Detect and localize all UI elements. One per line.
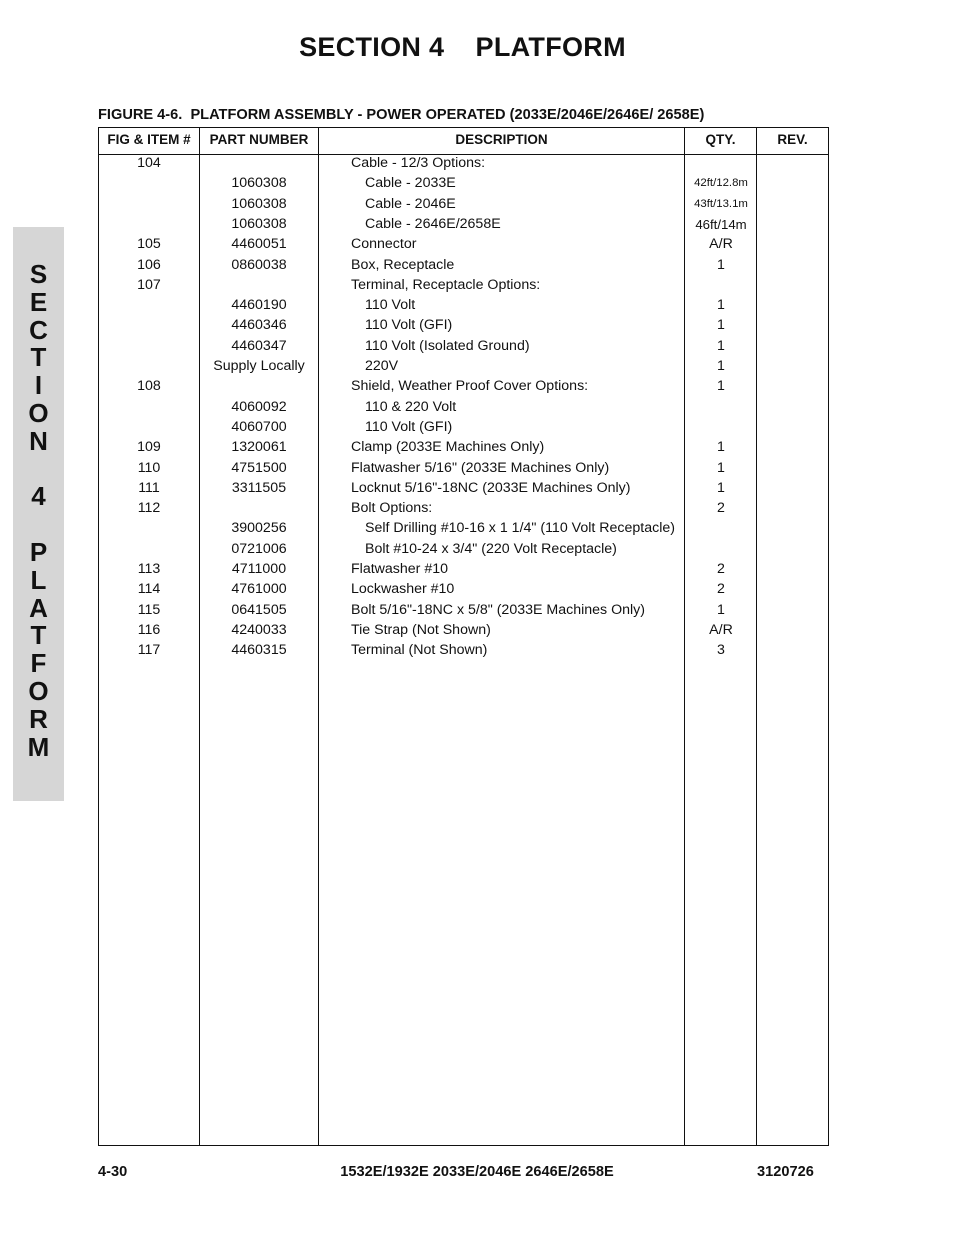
cell-part-number: 0641505 bbox=[231, 601, 287, 618]
table-row bbox=[99, 216, 828, 236]
cell-part-number: 4060092 bbox=[231, 398, 287, 415]
cell-quantity: 2 bbox=[717, 581, 725, 598]
table-row bbox=[99, 439, 828, 459]
table-row bbox=[99, 622, 828, 642]
table-row bbox=[99, 480, 828, 500]
table-row bbox=[99, 520, 828, 540]
cell-description: Connector bbox=[351, 236, 417, 253]
cell-item-number: 113 bbox=[137, 561, 161, 577]
cell-quantity: 3 bbox=[717, 642, 725, 659]
cell-part-number: 1060308 bbox=[231, 215, 287, 232]
cell-quantity: 46ft/14m bbox=[695, 216, 747, 232]
cell-description: 110 & 220 Volt bbox=[365, 398, 457, 415]
cell-quantity: 1 bbox=[717, 358, 725, 374]
cell-part-number: 1320061 bbox=[231, 439, 287, 456]
cell-part-number: 1060308 bbox=[231, 175, 287, 192]
table-row bbox=[99, 257, 828, 277]
table-row bbox=[99, 500, 828, 520]
cell-item-number: 111 bbox=[138, 479, 160, 496]
cell-quantity: 1 bbox=[717, 337, 725, 354]
cell-description: Flatwasher 5/16" (2033E Machines Only) bbox=[351, 459, 610, 476]
cell-description: 110 Volt (GFI) bbox=[365, 418, 453, 435]
cell-description: Terminal (Not Shown) bbox=[351, 642, 488, 659]
side-tab-label: S E C T I O N 4 P L A T F O R M bbox=[27, 259, 50, 762]
cell-description: Locknut 5/16"-18NC (2033E Machines Only) bbox=[351, 479, 631, 496]
cell-item-number: 108 bbox=[137, 378, 161, 395]
cell-description: Cable - 12/3 Options: bbox=[351, 155, 486, 171]
cell-part-number: 4711000 bbox=[231, 561, 287, 577]
header-part-number: PART NUMBER bbox=[209, 132, 309, 147]
cell-description: Clamp (2033E Machines Only) bbox=[351, 439, 545, 456]
cell-description: Shield, Weather Proof Cover Options: bbox=[351, 378, 589, 395]
footer-models: 1532E/1932E 2033E/2046E 2646E/2658E bbox=[340, 1164, 614, 1180]
table-row bbox=[99, 378, 828, 398]
section-side-tab bbox=[13, 227, 64, 801]
cell-part-number: 4240033 bbox=[231, 621, 287, 638]
cell-item-number: 109 bbox=[137, 439, 161, 456]
table-row bbox=[99, 561, 828, 581]
cell-part-number: 4460190 bbox=[231, 297, 287, 314]
cell-part-number: 4460346 bbox=[231, 317, 287, 334]
cell-item-number: 110 bbox=[137, 459, 161, 476]
cell-description: Cable - 2646E/2658E bbox=[365, 215, 501, 232]
cell-description: 220V bbox=[365, 358, 399, 374]
table-row bbox=[99, 317, 828, 337]
header-rev: REV. bbox=[777, 132, 808, 147]
cell-quantity: 1 bbox=[717, 601, 725, 618]
parts-table bbox=[98, 127, 829, 1146]
cell-description: Bolt Options: bbox=[351, 500, 433, 517]
cell-description: Cable - 2033E bbox=[365, 175, 456, 192]
table-row bbox=[99, 541, 828, 561]
header-fig-item: FIG & ITEM # bbox=[107, 132, 191, 147]
cell-item-number: 115 bbox=[137, 601, 161, 618]
cell-description: Terminal, Receptacle Options: bbox=[351, 276, 541, 293]
figure-title: FIGURE 4-6. PLATFORM ASSEMBLY - POWER OPERATED (2033E/2046E/2646E/ 2658E) bbox=[98, 107, 705, 123]
cell-description: Lockwasher #10 bbox=[351, 581, 455, 598]
cell-part-number: 4460315 bbox=[231, 642, 287, 659]
cell-item-number: 107 bbox=[137, 276, 161, 293]
cell-item-number: 112 bbox=[137, 500, 161, 517]
cell-item-number: 116 bbox=[137, 621, 161, 638]
cell-quantity: 1 bbox=[717, 317, 725, 334]
header-description: DESCRIPTION bbox=[455, 132, 548, 147]
cell-part-number: 0721006 bbox=[231, 540, 287, 557]
table-row bbox=[99, 297, 828, 317]
cell-quantity: 1 bbox=[717, 479, 725, 496]
table-row bbox=[99, 155, 828, 175]
table-row bbox=[99, 642, 828, 662]
cell-quantity: 43ft/13.1m bbox=[694, 197, 748, 210]
cell-quantity: 1 bbox=[717, 459, 725, 476]
cell-part-number: 0860038 bbox=[231, 256, 287, 273]
cell-description: Tie Strap (Not Shown) bbox=[351, 621, 491, 638]
footer-doc-number: 3120726 bbox=[757, 1164, 814, 1180]
cell-part-number: 3311505 bbox=[231, 479, 287, 496]
table-row bbox=[99, 236, 828, 256]
cell-part-number: 4460051 bbox=[231, 236, 287, 253]
cell-item-number: 114 bbox=[137, 581, 161, 598]
cell-item-number: 105 bbox=[137, 236, 161, 253]
cell-description: Cable - 2046E bbox=[365, 195, 456, 212]
cell-quantity: 1 bbox=[717, 439, 725, 456]
cell-quantity: 1 bbox=[717, 256, 725, 273]
table-row bbox=[99, 277, 828, 297]
table-row bbox=[99, 175, 828, 195]
cell-description: Flatwasher #10 bbox=[351, 561, 448, 577]
cell-description: 110 Volt (Isolated Ground) bbox=[365, 337, 530, 354]
cell-description: 110 Volt bbox=[365, 297, 416, 314]
cell-item-number: 117 bbox=[137, 642, 161, 659]
cell-part-number: Supply Locally bbox=[213, 358, 305, 374]
cell-description: Bolt #10-24 x 3/4" (220 Volt Receptacle) bbox=[365, 540, 617, 557]
cell-quantity: A/R bbox=[709, 621, 733, 638]
table-row bbox=[99, 460, 828, 480]
table-row bbox=[99, 358, 828, 378]
cell-part-number: 4761000 bbox=[231, 581, 287, 598]
cell-description: 110 Volt (GFI) bbox=[365, 317, 453, 334]
table-row bbox=[99, 581, 828, 601]
cell-part-number: 3900256 bbox=[231, 520, 287, 537]
footer-page-number: 4-30 bbox=[98, 1164, 128, 1180]
cell-description: Self Drilling #10-16 x 1 1/4" (110 Volt Receptacle) bbox=[365, 520, 675, 537]
table-row bbox=[99, 419, 828, 439]
cell-part-number: 4751500 bbox=[231, 459, 287, 476]
table-row bbox=[99, 602, 828, 622]
table-row bbox=[99, 196, 828, 216]
cell-part-number: 4460347 bbox=[231, 337, 287, 354]
cell-quantity: 42ft/12.8m bbox=[694, 177, 748, 190]
cell-description: Bolt 5/16"-18NC x 5/8" (2033E Machines Only) bbox=[351, 601, 645, 618]
header-qty: QTY. bbox=[705, 132, 736, 147]
cell-quantity: 2 bbox=[717, 500, 725, 517]
cell-quantity: 1 bbox=[717, 297, 725, 314]
cell-part-number: 1060308 bbox=[231, 195, 287, 212]
cell-item-number: 104 bbox=[137, 155, 161, 171]
cell-description: Box, Receptacle bbox=[351, 256, 455, 273]
cell-part-number: 4060700 bbox=[231, 418, 287, 435]
table-row bbox=[99, 338, 828, 358]
table-row bbox=[99, 399, 828, 419]
cell-quantity: 2 bbox=[717, 561, 725, 577]
cell-item-number: 106 bbox=[137, 256, 161, 273]
section-title: SECTION 4 PLATFORM bbox=[299, 32, 626, 62]
cell-quantity: A/R bbox=[709, 236, 733, 253]
cell-quantity: 1 bbox=[717, 378, 725, 395]
